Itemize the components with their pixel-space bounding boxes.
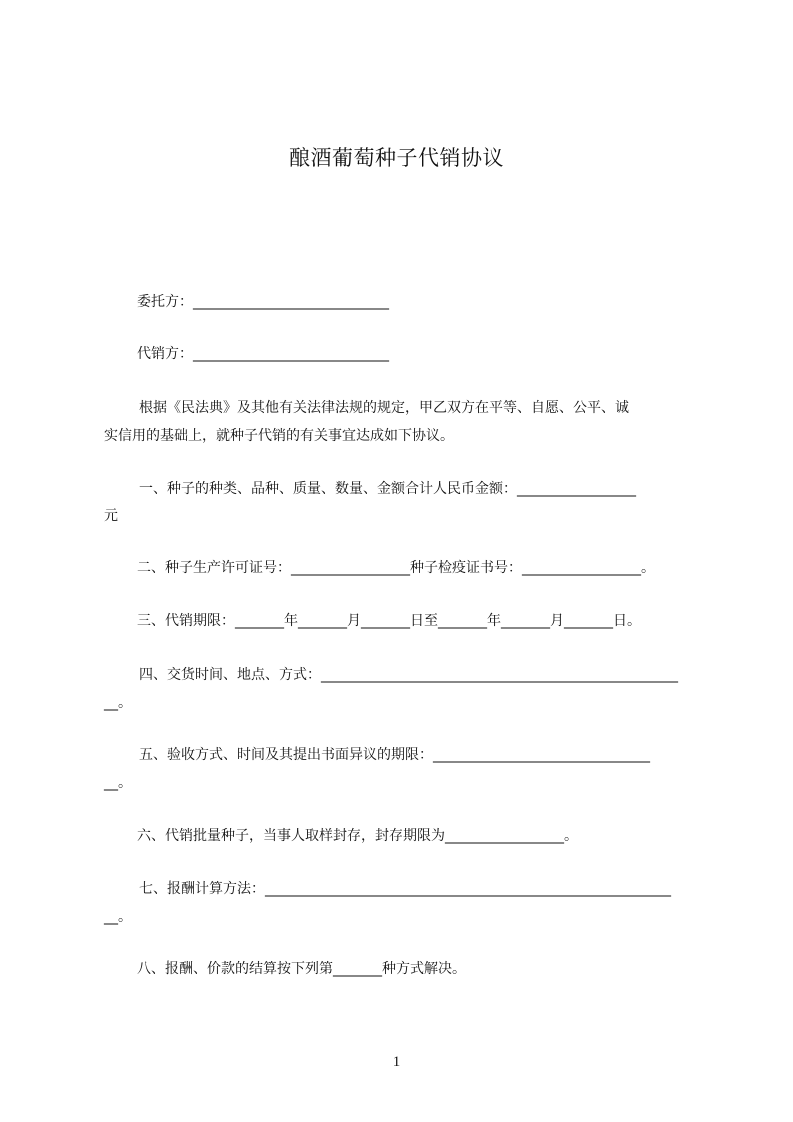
clause-4-line-1: 四、交货时间、地点、方式：___________________________________________________ (139, 667, 678, 683)
clause-5-line-1: 五、验收方式、时间及其提出书面异议的期限：_______________________________ (139, 747, 650, 763)
clause-4-line-2: __。 (104, 695, 132, 711)
preamble-line-2: 实信用的基础上，就种子代销的有关事宜达成如下协议。 (104, 428, 454, 444)
clause-1-line-1: 一、种子的种类、品种、质量、数量、金额合计人民币金额：_________________ (139, 481, 636, 497)
clause-6: 六、代销批量种子，当事人取样封存，封存期限为_________________。 (137, 828, 578, 844)
document-title: 酿酒葡萄种子代销协议 (289, 146, 504, 170)
clause-7-line-2: __。 (104, 909, 132, 925)
page-number: 1 (392, 1054, 401, 1070)
clause-2: 二、种子生产许可证号：_________________种子检疫证书号：_________________。 (137, 560, 655, 576)
clause-1-line-2: 元 (104, 508, 118, 524)
clause-3: 三、代销期限：_______年_______月_______日至_______年_______月_______日。 (137, 613, 641, 629)
principal-line: 委托方：____________________________ (137, 294, 389, 310)
clause-7-line-1: 七、报酬计算方法：__________________________________________________________ (139, 881, 671, 897)
clause-5-line-2: __。 (104, 775, 132, 791)
agent-line: 代销方：____________________________ (137, 346, 389, 362)
clause-8: 八、报酬、价款的结算按下列第_______种方式解决。 (137, 961, 466, 977)
preamble-line-1: 根据《民法典》及其他有关法律法规的规定，甲乙双方在平等、自愿、公平、诚 (139, 400, 629, 416)
